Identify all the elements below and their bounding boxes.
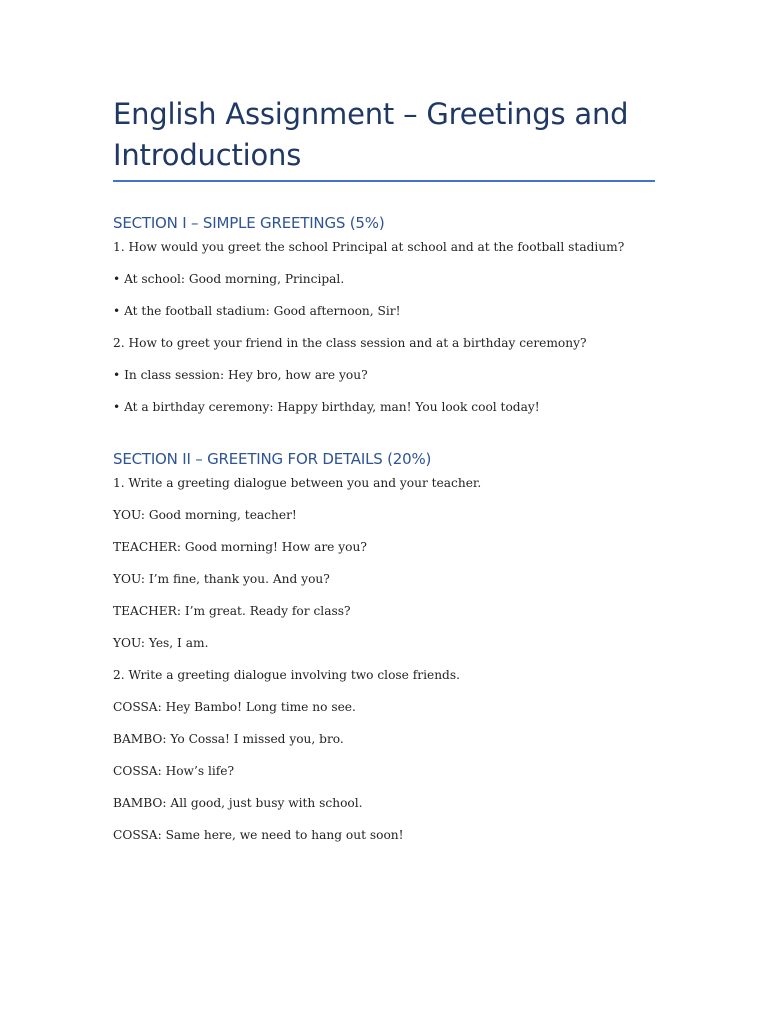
dialogue-line: TEACHER: Good morning! How are you? bbox=[113, 540, 367, 554]
section-1-heading: SECTION I – SIMPLE GREETINGS (5%) bbox=[113, 214, 385, 232]
section-2-question-1: 1. Write a greeting dialogue between you and your teacher. bbox=[113, 476, 482, 490]
dialogue-line: TEACHER: I’m great. Ready for class? bbox=[113, 604, 351, 618]
document-title: English Assignment – Greetings and Introductions bbox=[113, 97, 629, 172]
dialogue-line: COSSA: How’s life? bbox=[113, 764, 235, 778]
title-underline bbox=[113, 180, 655, 182]
dialogue-line: COSSA: Same here, we need to hang out soon! bbox=[113, 828, 404, 842]
section-1-question-2: 2. How to greet your friend in the class session and at a birthday ceremony? bbox=[113, 336, 587, 350]
dialogue-line: BAMBO: Yo Cossa! I missed you, bro. bbox=[113, 732, 344, 746]
dialogue-line: YOU: Yes, I am. bbox=[113, 636, 209, 650]
section-1-answer-stadium: • At the football stadium: Good afternoon, Sir! bbox=[113, 304, 401, 318]
section-1-answer-school: • At school: Good morning, Principal. bbox=[113, 272, 345, 286]
section-1-answer-birthday: • At a birthday ceremony: Happy birthday, man! You look cool today! bbox=[113, 400, 540, 414]
dialogue-line: YOU: Good morning, teacher! bbox=[113, 508, 297, 522]
section-2-heading: SECTION II – GREETING FOR DETAILS (20%) bbox=[113, 450, 432, 468]
dialogue-line: YOU: I’m fine, thank you. And you? bbox=[113, 572, 330, 586]
dialogue-line: BAMBO: All good, just busy with school. bbox=[113, 796, 363, 810]
section-1-answer-class: • In class session: Hey bro, how are you? bbox=[113, 368, 368, 382]
dialogue-line: COSSA: Hey Bambo! Long time no see. bbox=[113, 700, 356, 714]
section-1-question-1: 1. How would you greet the school Principal at school and at the football stadium? bbox=[113, 240, 625, 254]
section-2-question-2: 2. Write a greeting dialogue involving two close friends. bbox=[113, 668, 460, 682]
